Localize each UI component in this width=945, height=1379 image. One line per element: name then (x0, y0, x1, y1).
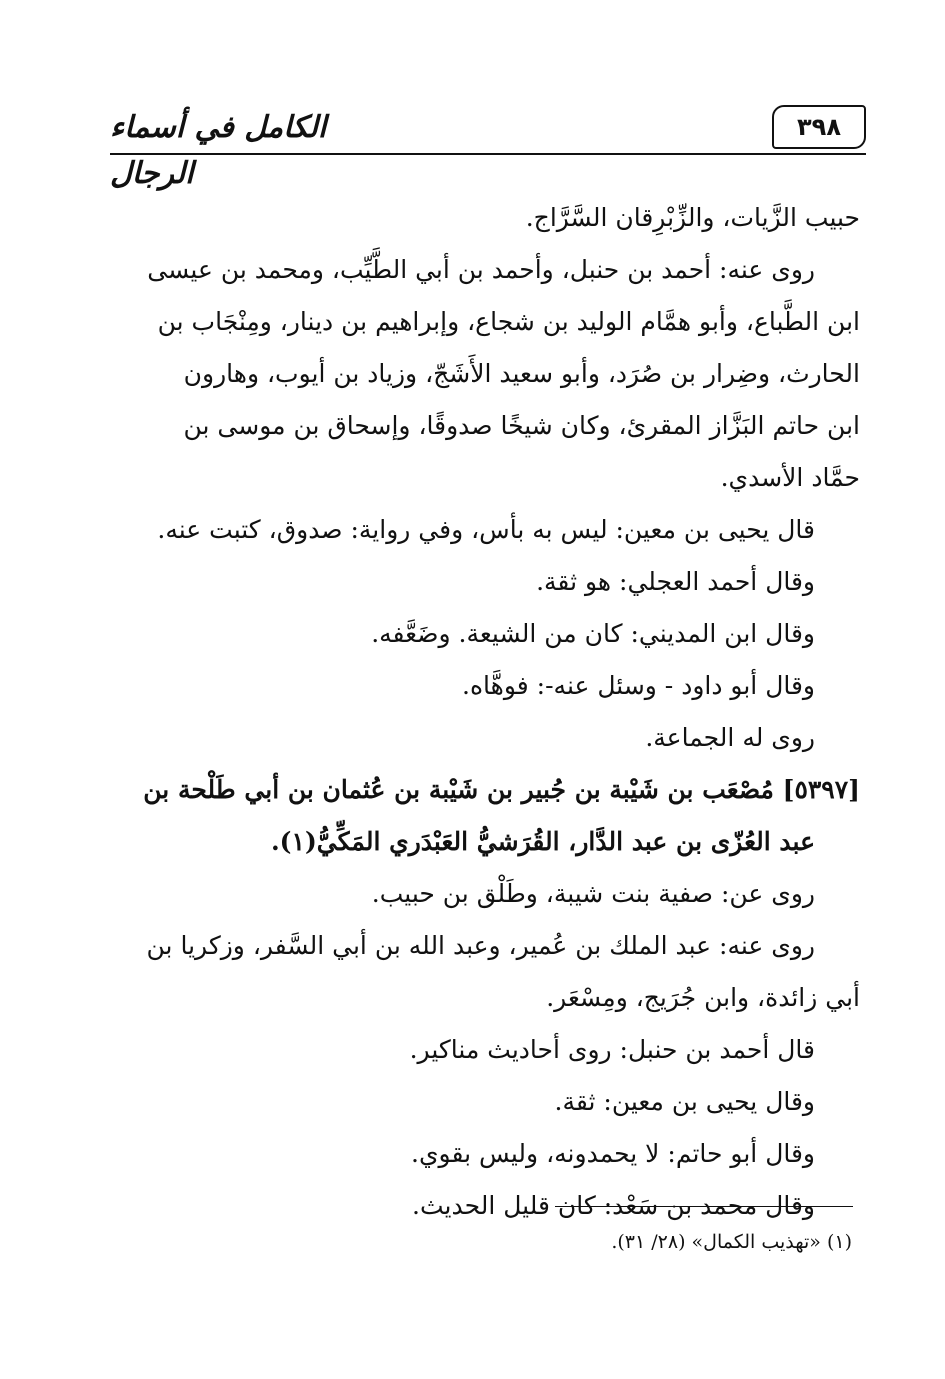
text-line: وقال يحيى بن معين: ثقة. (554, 1087, 815, 1116)
entry-heading: [٥٣٩٧] مُصْعَب بن شَيْبة بن جُبير بن شَيْبة بن عُثمان بن أبي طَلْحة بن (143, 775, 860, 804)
footnote-rule (555, 1206, 853, 1207)
text-line: روى عنه: أحمد بن حنبل، وأحمد بن أبي الطَّيِّب، ومحمد بن عيسى (147, 255, 815, 284)
footnote: (١) «تهذيب الكمال» (٢٨/ ٣١). (611, 1231, 852, 1253)
text-line: روى عن: صفية بنت شيبة، وطَلْق بن حبيب. (371, 879, 815, 908)
page-header (110, 105, 866, 191)
text-line: حبيب الزَّيات، والزِّبْرِقان السَّرَّاج. (525, 203, 860, 232)
text-line: روى له الجماعة. (645, 723, 815, 752)
text-line: الحارث، وضِرار بن صُرَد، وأبو سعيد الأَشَجّ، وزياد بن أيوب، وهارون (183, 359, 860, 388)
text-line: ابن الطَّباع، وأبو همَّام الوليد بن شجاع، وإبراهيم بن دينار، ومِنْجَاب بن (157, 307, 860, 336)
text-line: حمَّاد الأسدي. (720, 463, 860, 492)
text-line: وقال أبو حاتم: لا يحمدونه، وليس بقوي. (411, 1139, 815, 1168)
text-line: وقال محمد بن سَعْد: كان قليل الحديث. (412, 1191, 815, 1220)
text-line: وقال أبو داود - وسئل عنه-: فوهَّاه. (462, 671, 815, 700)
text-line: قال يحيى بن معين: ليس به بأس، وفي رواية: صدوق، كتبت عنه. (157, 515, 815, 544)
text-line: وقال ابن المديني: كان من الشيعة. وضَعَّفه. (371, 619, 815, 648)
main-text (112, 192, 860, 1232)
text-line: وقال أحمد العجلي: هو ثقة. (536, 567, 815, 596)
book-title-logo: الكامل في أسماء الرجال (110, 110, 327, 191)
header-rule (110, 153, 866, 155)
text-line: قال أحمد بن حنبل: روى أحاديث مناكير. (409, 1035, 815, 1064)
text-line: روى عنه: عبد الملك بن عُمير، وعبد الله بن أبي السَّفر، وزكريا بن (146, 931, 815, 960)
text-line: ابن حاتم البَزَّاز المقرئ، وكان شيخًا صدوقًا، وإسحاق بن موسى بن (183, 411, 860, 440)
text-line: أبي زائدة، وابن جُرَيج، ومِسْعَر. (546, 983, 860, 1012)
page-number: ٣٩٨ (772, 105, 866, 149)
entry-heading-continued: عبد العُزّى بن عبد الدَّار، القُرَشيُّ العَبْدَري المَكِّيُّ(١). (270, 827, 815, 856)
